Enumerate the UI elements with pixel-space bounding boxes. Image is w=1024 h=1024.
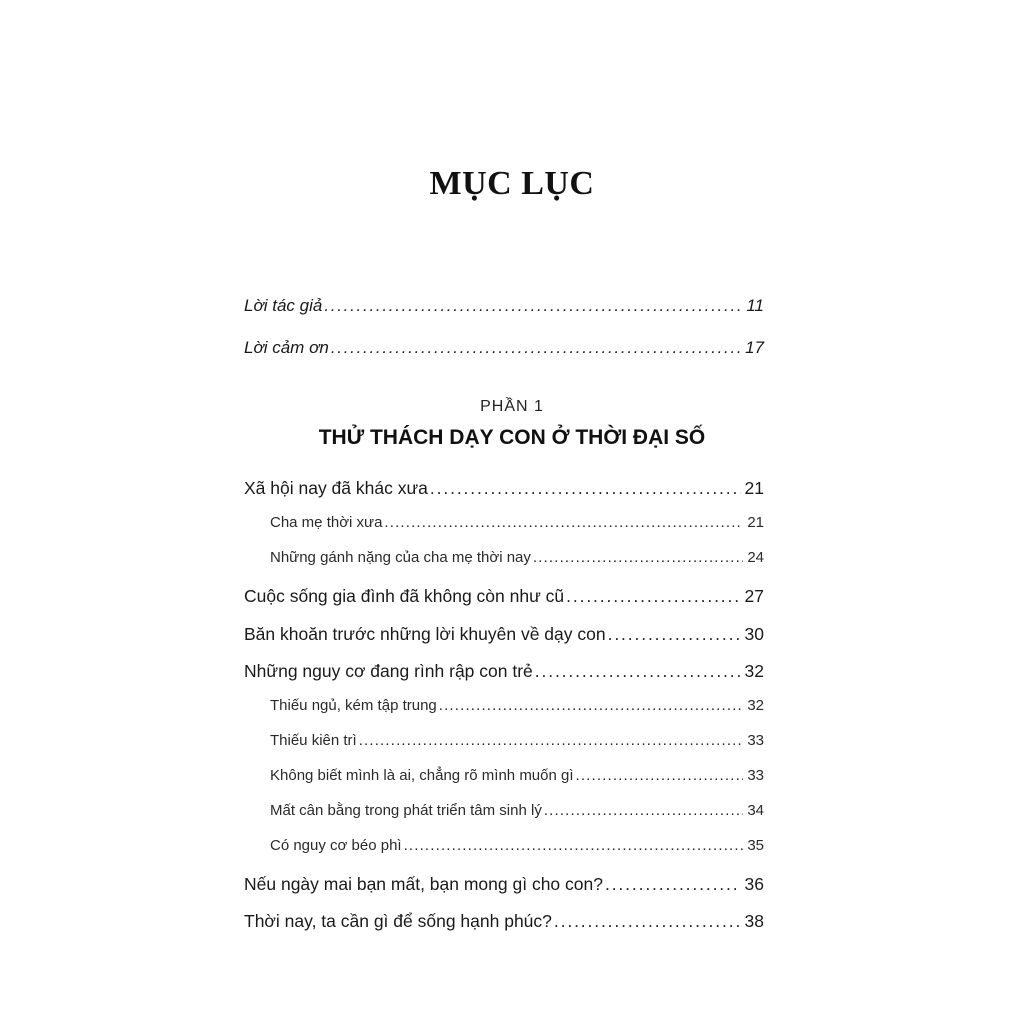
dot-leader (605, 874, 741, 895)
toc-entry-label: Thiếu kiên trì (270, 732, 357, 749)
toc-entry-label: Cuộc sống gia đình đã không còn như cũ (244, 586, 565, 606)
toc-subentry (270, 732, 764, 749)
dot-leader (608, 624, 741, 645)
toc-entry-page: 33 (747, 767, 764, 784)
toc-entry-page: 32 (747, 697, 764, 714)
toc-entry (244, 478, 764, 499)
toc-entry-page: 38 (744, 911, 764, 931)
dot-leader (566, 586, 740, 607)
toc-entry-page: 30 (744, 624, 764, 644)
toc-entry-label: Thiếu ngủ, kém tập trung (270, 697, 437, 714)
toc-entry-page: 27 (744, 586, 764, 606)
part-title: THỬ THÁCH DẠY CON Ở THỜI ĐẠI SỐ (318, 426, 706, 449)
toc-entry-page: 11 (746, 296, 764, 315)
dot-leader (554, 911, 741, 932)
toc-entry (244, 586, 764, 607)
toc-entry-label: Cha mẹ thời xưa (270, 514, 383, 531)
toc-entry (244, 296, 764, 316)
toc-entry-page: 35 (747, 837, 764, 854)
dot-leader (359, 732, 744, 749)
toc-entry-label: Có nguy cơ béo phì (270, 837, 402, 854)
dot-leader (430, 478, 741, 499)
toc-entry-page: 21 (747, 514, 764, 531)
toc-entry-page: 21 (744, 478, 764, 498)
toc-entry-label: Những gánh nặng của cha mẹ thời nay (270, 549, 531, 566)
toc-entry-label: Những nguy cơ đang rình rập con trẻ (244, 661, 533, 681)
toc-entry-page: 24 (747, 549, 764, 566)
toc-entry-label: Lời tác giả (244, 296, 323, 315)
toc-subentry (270, 767, 764, 784)
toc-subentry (270, 549, 764, 566)
toc-entry (244, 874, 764, 895)
toc-entry-label: Thời nay, ta cần gì để sống hạnh phúc? (244, 911, 552, 931)
toc-entry-label: Không biết mình là ai, chẳng rõ mình muốn gì (270, 767, 574, 784)
toc-entry (244, 661, 764, 682)
toc-entry (244, 911, 764, 932)
dot-leader (404, 837, 744, 854)
dot-leader (331, 338, 741, 358)
toc-entry-label: Nếu ngày mai bạn mất, bạn mong gì cho con? (244, 874, 603, 894)
dot-leader (535, 661, 741, 682)
toc-entry-label: Mất cân bằng trong phát triển tâm sinh lý (270, 802, 542, 819)
dot-leader (384, 514, 743, 531)
dot-leader (533, 549, 743, 566)
page-title: MỤC LỤC (429, 165, 595, 202)
toc-entry-label: Xã hội nay đã khác xưa (244, 478, 428, 498)
toc-subentry (270, 514, 764, 531)
toc-entry-page: 32 (744, 661, 764, 681)
dot-leader (439, 697, 744, 714)
toc-entry (244, 624, 764, 645)
toc-entry (244, 338, 764, 358)
toc-entry-page: 36 (744, 874, 764, 894)
toc-subentry (270, 697, 764, 714)
toc-entry-page: 34 (747, 802, 764, 819)
toc-entry-page: 33 (747, 732, 764, 749)
part-label: PHẦN 1 (480, 398, 544, 415)
dot-leader (324, 296, 742, 316)
toc-subentry (270, 837, 764, 854)
toc-subentry (270, 802, 764, 819)
toc-entry-page: 17 (745, 338, 764, 357)
toc-entry-label: Lời cảm ơn (244, 338, 329, 357)
dot-leader (544, 802, 743, 819)
dot-leader (576, 767, 744, 784)
toc-entry-label: Băn khoăn trước những lời khuyên về dạy con (244, 624, 606, 644)
